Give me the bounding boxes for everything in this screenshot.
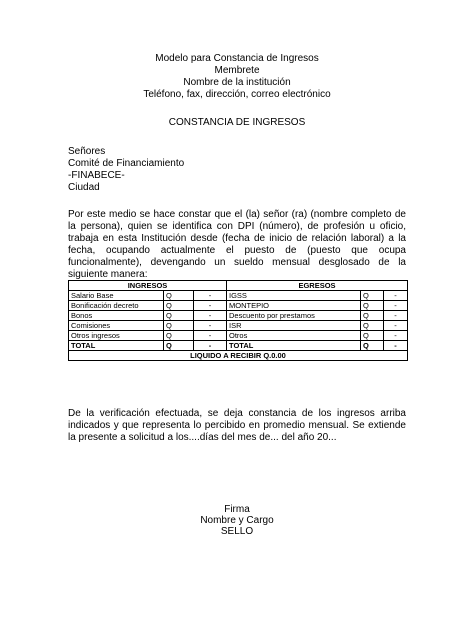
egreso-label: Descuento por prestamos	[227, 311, 361, 321]
ingresos-header: INGRESOS	[69, 281, 227, 291]
egreso-total-label: TOTAL	[227, 341, 361, 351]
ingreso-label: Salario Base	[69, 291, 164, 301]
egreso-label: ISR	[227, 321, 361, 331]
egreso-label: IGSS	[227, 291, 361, 301]
body-paragraph: Por este medio se hace constar que el (la) señor (ra) (nombre completo de la persona), quien se identifica con DPI (número), de profesión u oficio, trabaja en esta Institución desde (fecha de inicio de relación laboral) a la fecha, ocupando actualmente el puesto de (puesto que ocupa funcionalmente), devengando un sueldo mensual desglosado de la siguiente manera:	[68, 209, 406, 280]
ingreso-label: Bonificación decreto	[69, 301, 164, 311]
table-row	[69, 311, 408, 321]
address-committee: Comité de Financiamiento	[68, 158, 185, 169]
income-table	[68, 280, 408, 361]
table-header-row	[69, 281, 408, 291]
ingreso-label: Otros ingresos	[69, 331, 164, 341]
ingreso-total-label: TOTAL	[69, 341, 164, 351]
ingreso-label: Comisiones	[69, 321, 164, 331]
address-salutation: Señores	[68, 146, 106, 157]
table-total-row	[69, 341, 408, 351]
header-title-line: Modelo para Constancia de Ingresos	[155, 53, 319, 64]
header-letterhead-line: Membrete	[214, 65, 260, 76]
ingreso-amount: -	[194, 321, 227, 331]
ingreso-currency: Q	[164, 311, 194, 321]
address-city: Ciudad	[68, 182, 100, 193]
header-contact-line: Teléfono, fax, dirección, correo electrónico	[143, 89, 331, 100]
egreso-currency: Q	[361, 301, 384, 311]
recipient-address	[68, 146, 184, 194]
table-row	[69, 301, 408, 311]
ingreso-currency: Q	[164, 291, 194, 301]
document-header	[0, 53, 474, 101]
signature-block	[0, 504, 474, 537]
address-organization: -FINABECE-	[68, 170, 125, 181]
ingreso-currency: Q	[164, 321, 194, 331]
table-row	[69, 291, 408, 301]
ingreso-amount: -	[194, 301, 227, 311]
ingreso-currency: Q	[164, 301, 194, 311]
signature-seal: SELLO	[220, 526, 254, 537]
egreso-currency: Q	[361, 311, 384, 321]
signature-name-title: Nombre y Cargo	[200, 515, 274, 526]
ingreso-total-currency: Q	[164, 341, 194, 351]
egreso-label: MONTEPIO	[227, 301, 361, 311]
closing-paragraph: De la verificación efectuada, se deja constancia de los ingresos arriba indicados y que representa lo percibido en promedio mensual. Se extiende la presente a solicitud a los....días del mes de... del año 20...	[68, 408, 406, 443]
ingreso-total-amount: -	[194, 341, 227, 351]
ingreso-label: Bonos	[69, 311, 164, 321]
egreso-amount: -	[384, 311, 408, 321]
egresos-header: EGRESOS	[227, 281, 408, 291]
header-institution-line: Nombre de la institución	[183, 77, 291, 88]
egreso-currency: Q	[361, 291, 384, 301]
liquido-a-recibir: LIQUIDO A RECIBIR Q.0.00	[69, 351, 408, 361]
document-title: CONSTANCIA DE INGRESOS	[168, 117, 306, 128]
egreso-currency: Q	[361, 321, 384, 331]
ingreso-amount: -	[194, 291, 227, 301]
egreso-amount: -	[384, 291, 408, 301]
ingreso-amount: -	[194, 331, 227, 341]
signature-firma: Firma	[224, 504, 250, 515]
ingreso-currency: Q	[164, 331, 194, 341]
table-row	[69, 331, 408, 341]
egreso-amount: -	[384, 301, 408, 311]
liquido-row	[69, 351, 408, 361]
egreso-amount: -	[384, 331, 408, 341]
egreso-label: Otros	[227, 331, 361, 341]
egreso-total-amount: -	[384, 341, 408, 351]
table-row	[69, 321, 408, 331]
egreso-currency: Q	[361, 331, 384, 341]
ingreso-amount: -	[194, 311, 227, 321]
egreso-total-currency: Q	[361, 341, 384, 351]
egreso-amount: -	[384, 321, 408, 331]
